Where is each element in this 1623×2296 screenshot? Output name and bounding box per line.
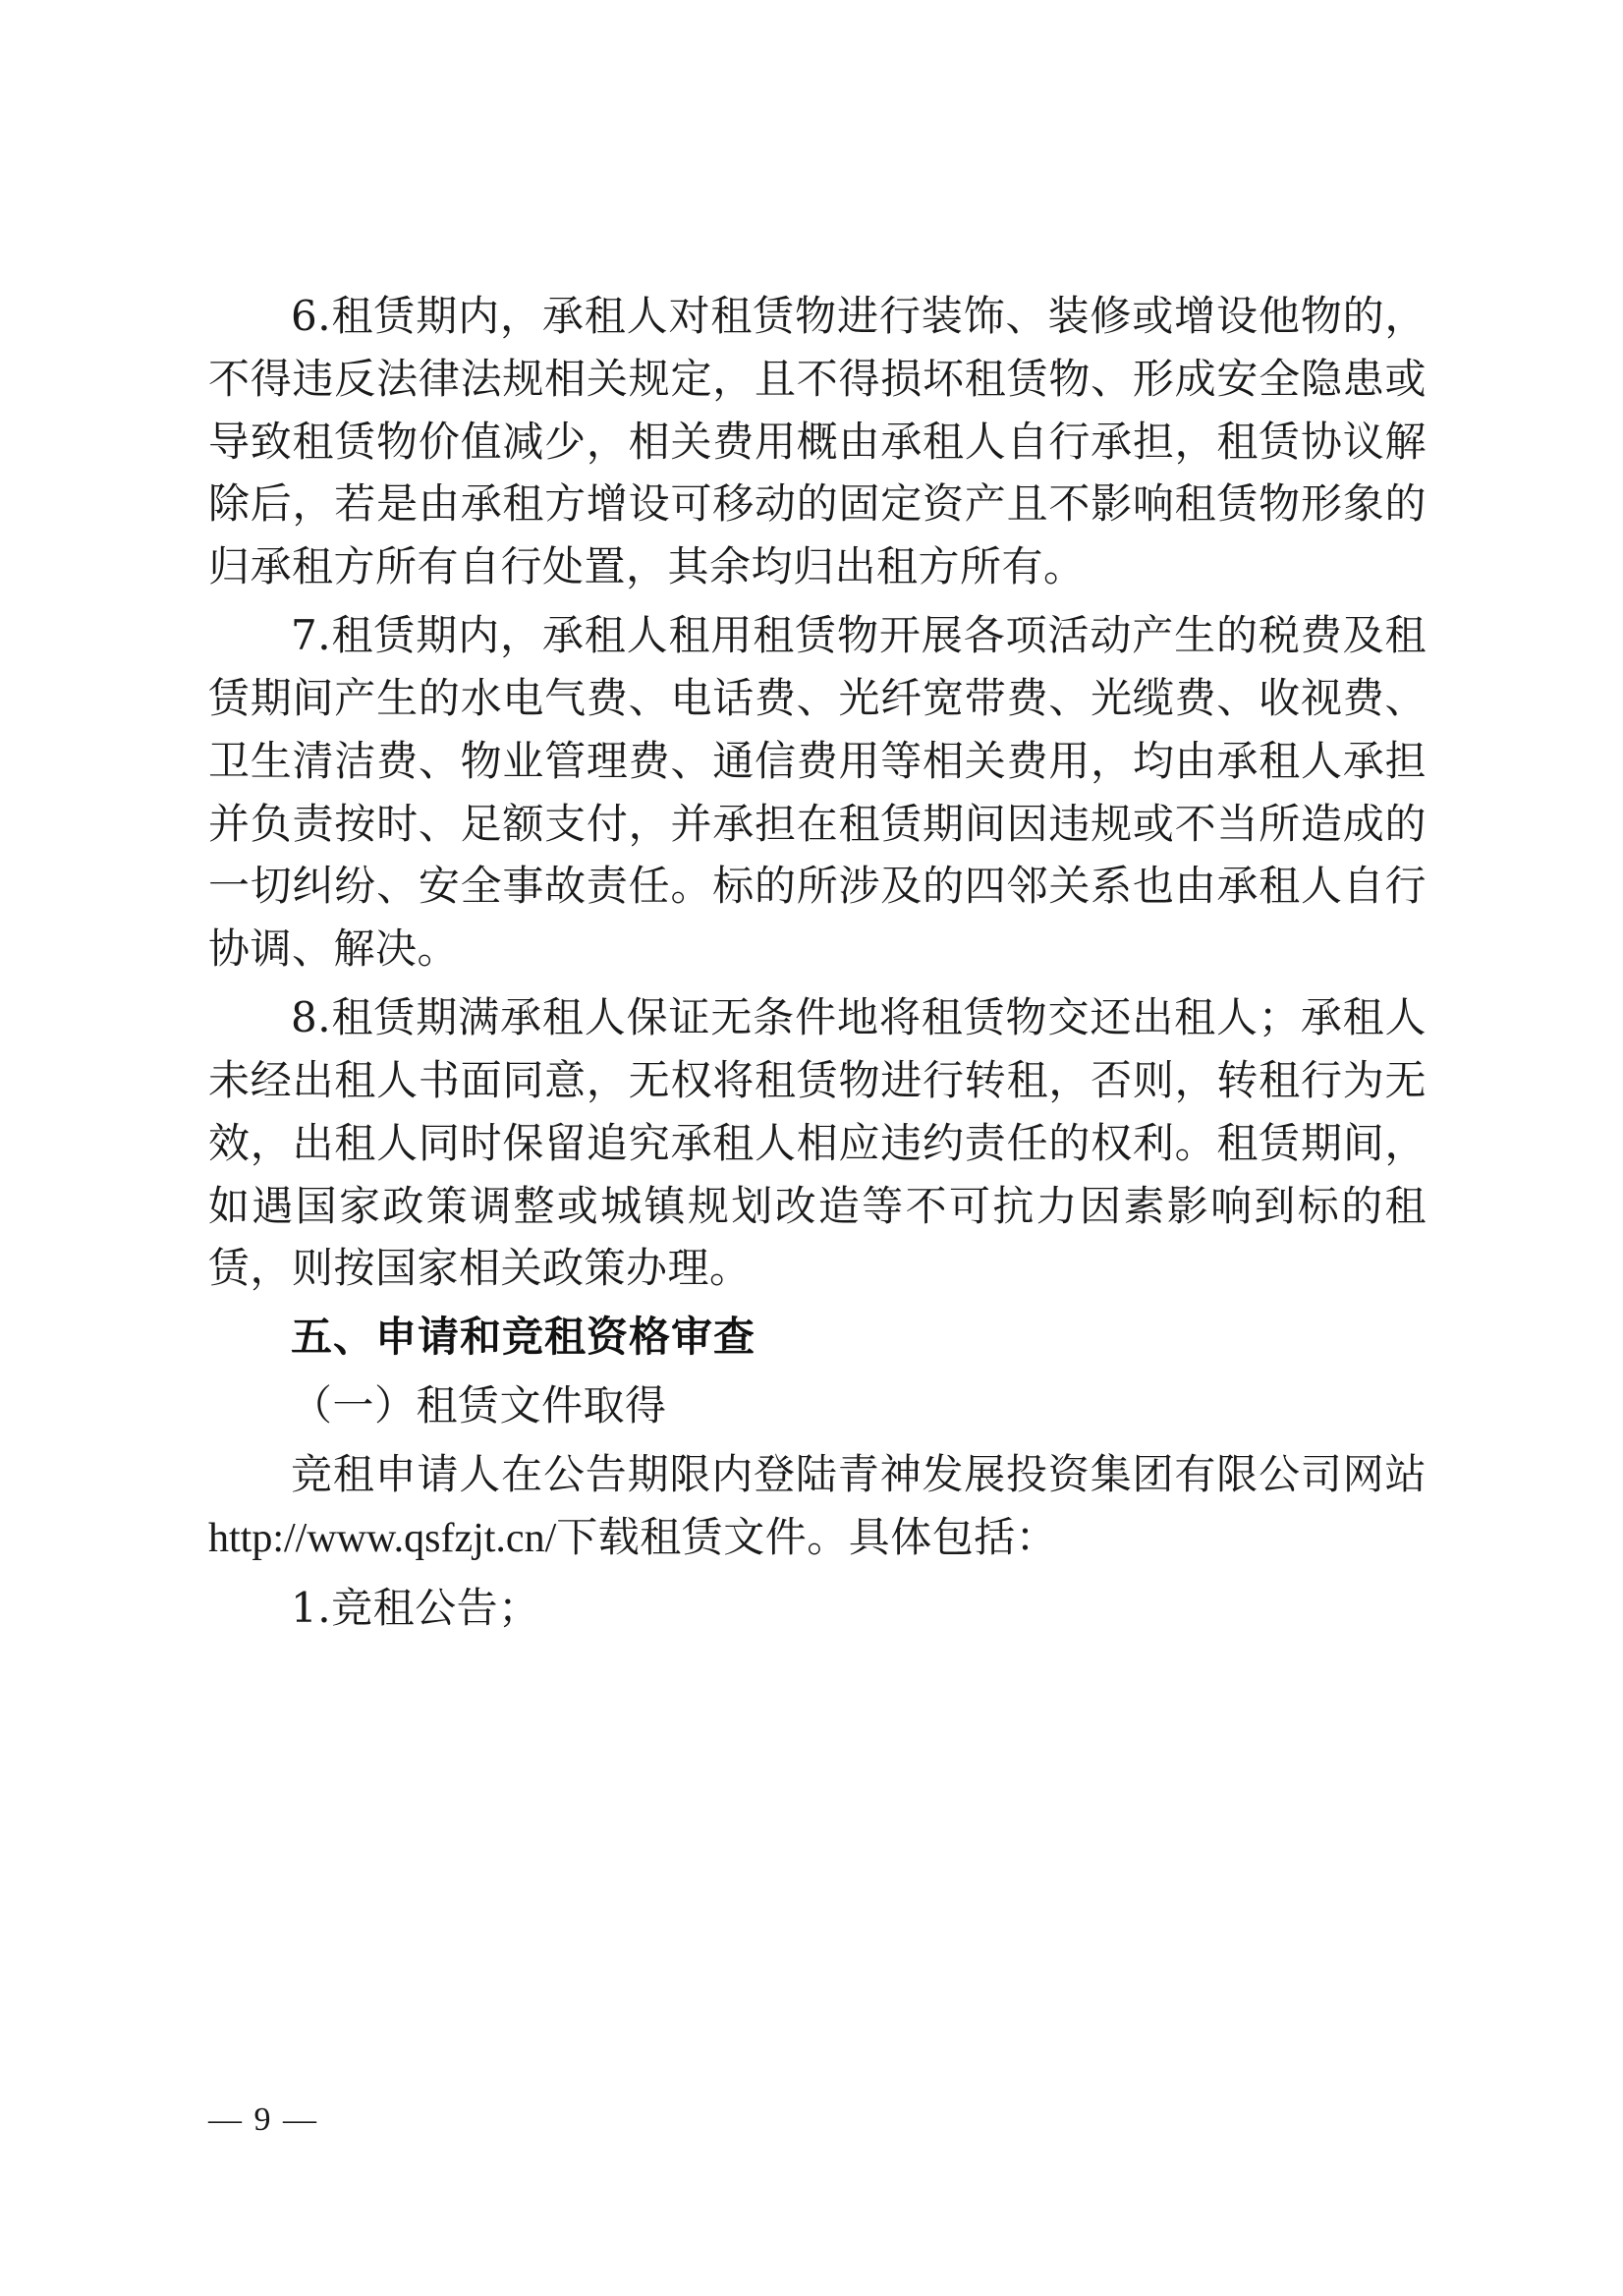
section-heading-five: 五、申请和竞租资格审查 — [291, 1313, 756, 1362]
document-body — [208, 285, 1427, 1645]
list-item-1: 1.竞租公告； — [291, 1583, 540, 1632]
acquire-files-text-after: 下载租赁文件。具体包括： — [556, 1512, 1058, 1561]
subsection-heading-one: （一）租赁文件取得 — [291, 1381, 667, 1430]
website-url: http://www.qsfzjt.cn/ — [208, 1515, 557, 1561]
paragraph-acquire-files — [208, 1443, 1427, 1571]
acquire-files-text-before: 竞租申请人在公告期限内登陆青神发展投资集团有限公司网站 — [291, 1449, 1427, 1498]
paragraph-clause-6: 6.租赁期内，承租人对租赁物进行装饰、装修或增设他物的，不得违反法律法规相关规定，且不得损坏租赁物、形成安全隐患或导致租赁物价值减少，相关费用概由承租人自行承担，租赁协议解除后，若是由承租方增设可移动的固定资产且不影响租赁物形象的归承租方所有自行处置，其余均归出租方所有。 — [208, 292, 1427, 591]
paragraph-clause-8: 8.租赁期满承租人保证无条件地将租赁物交还出租人；承租人未经出租人书面同意，无权将租赁物进行转租，否则，转租行为无效，出租人同时保留追究承租人相应违约责任的权利。租赁期间，如遇国家政策调整或城镇规划改造等不可抗力因素影响到标的租赁，则按国家相关政策办理。 — [208, 993, 1427, 1293]
paragraph-clause-7: 7.租赁期内，承租人租用租赁物开展各项活动产生的税费及租赁期间产生的水电气费、电话费、光纤宽带费、光缆费、收视费、卫生清洁费、物业管理费、通信费用等相关费用，均由承租人承担并负责按时、足额支付，并承担在租赁期间因违规或不当所造成的一切纠纷、安全事故责任。标的所涉及的四邻关系也由承租人自行协调、解决。 — [208, 611, 1427, 974]
page-number: — 9 — — [208, 2101, 318, 2138]
